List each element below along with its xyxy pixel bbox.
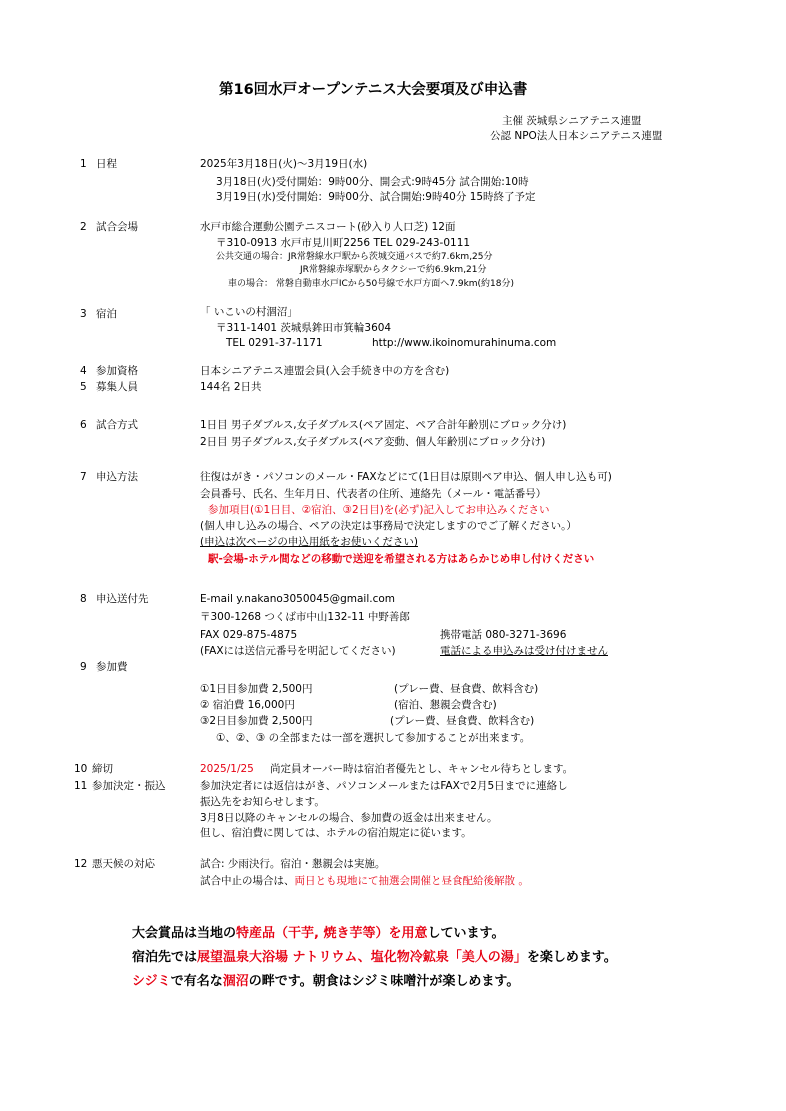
fee-day2-includes: (プレー費、昼食費、飲料含む) [390,715,535,727]
section-8-label: 申込送付先 [96,593,149,605]
venue-name: 水戸市総合運動公園テニスコート(砂入り人口芝) 12面 [200,221,456,233]
footer-prizes-suffix: しています。 [427,926,505,941]
schedule-day1: 3月18日(火)受付開始：9時00分、開会式:9時45分 試合開始:10時 [216,176,529,188]
weather-cancel-note [200,874,529,888]
fee-day1-includes: (プレー費、昼食費、飲料含む) [394,683,539,695]
section-3-number: 3 [80,308,87,320]
approval-org: 公認 NPO法人日本シニアテニス連盟 [490,130,663,142]
section-6-label: 試合方式 [96,419,138,431]
decision-notice: 参加決定者には返信はがき、パソコンメールまたはFAXで2月5日までに連絡し [200,780,568,792]
fee-selection-note: ①、②、③ の全部または一部を選択して参加することが出来ます。 [216,732,531,744]
weather-cancel-action: 両日とも現地にて抽選会開催と昼食配給後解散 。 [294,875,529,887]
fee-day2: ③2日目参加費 2,500円 [200,715,313,727]
section-5-number: 5 [80,381,87,393]
section-1-number: 1 [80,158,87,170]
page-title: 第16回水戸オープンテニス大会要項及び申込書 [219,82,528,98]
section-11-label: 参加決定・振込 [92,780,166,792]
apply-individual-note: (個人申し込みの場合、ペアの決定は事務局で決定しますのでご了解ください。） [200,520,577,532]
section-5-label: 募集人員 [96,381,138,393]
lodging-policy: 但し、宿泊費に関しては、ホテルの宿泊規定に従います。 [200,827,472,839]
contact-email[interactable]: E-mail y.nakano3050045@gmail.com [200,593,395,605]
section-12-number: 12 [74,858,88,870]
hotel-address: 〒311-1401 茨城県鉾田市箕輪3604 [216,322,392,334]
section-10-label: 締切 [92,763,113,775]
hotel-name: 「 いこいの村涸沼」 [200,306,298,318]
section-4-number: 4 [80,365,87,377]
footer-onsen [132,946,617,965]
fax-note: (FAXには送信元番号を明記してください) [200,645,396,657]
footer-shijimi-highlight: シジミ [132,974,171,989]
format-day1: 1日目 男子ダブルス,女子ダブルス(ペア固定、ペア合計年齢別にブロック分け) [200,419,567,431]
section-4-label: 参加資格 [96,365,138,377]
footer-prizes [132,922,504,941]
hotel-tel: TEL 0291-37-1171 [226,337,323,349]
footer-onsen-suffix: を楽しめます。 [526,950,617,965]
section-1-label: 日程 [96,158,117,170]
apply-form-note: (申込は次ページの申込用紙をお使いください) [200,536,418,548]
apply-transport-note: 駅-会場-ホテル間などの移動で送迎を希望される方はあらかじめ申し付けください [208,553,595,565]
venue-taxi: JR常磐線赤塚駅からタクシーで約6.9km,21分 [300,265,487,275]
section-10-number: 10 [74,763,88,775]
contact-fax: FAX 029-875-4875 [200,629,298,641]
schedule-day2: 3月19日(水)受付開始：9時00分、試合開始:9時40分 15時終了予定 [216,191,536,203]
fee-lodging-includes: (宿泊、懇親会費含む) [394,699,497,711]
payment-info: 振込先をお知らせします。 [200,796,325,808]
format-day2: 2日目 男子ダブルス,女子ダブルス(ペア変動、個人年齢別にブロック分け) [200,436,546,448]
section-7-number: 7 [80,471,87,483]
venue-address: 〒310-0913 水戸市見川町2256 TEL 029-243-0111 [216,237,471,249]
capacity: 144名 2日共 [200,381,262,393]
section-9-label: 参加費 [96,661,128,673]
cancel-policy: 3月8日以降のキャンセルの場合、参加費の返金は出来ません。 [200,812,498,824]
section-7-label: 申込方法 [96,471,138,483]
weather-policy: 試合: 少雨決行。宿泊・懇親会は実施。 [200,858,386,870]
footer-prizes-highlight: 特産品（干芋, 焼き芋等）を用意 [236,926,428,941]
section-11-number: 11 [74,780,88,792]
eligibility: 日本シニアテニス連盟会員(入会手続き中の方を含む) [200,365,450,377]
section-8-number: 8 [80,593,87,605]
host-org: 主催 茨城県シニアテニス連盟 [502,115,642,127]
section-9-number: 9 [80,661,87,673]
section-6-number: 6 [80,419,87,431]
venue-car: 車の場合： 常磐自動車水戸ICから50号線で水戸方面へ7.9km(約18分) [228,279,515,289]
section-3-label: 宿泊 [96,308,117,320]
footer-shijimi-text: で有名な [170,974,223,989]
footer-breakfast-text: の畔です。朝食はシジミ味噌汁が楽しめます。 [248,974,520,989]
no-phone-note: 電話による申込みは受け付けません [440,645,608,657]
contact-address: 〒300-1268 つくば市中山132-11 中野善郎 [200,611,410,623]
hotel-url[interactable]: http://www.ikoinomurahinuma.com [372,337,557,349]
contact-mobile: 携帯電話 080-3271-3696 [440,629,567,641]
section-12-label: 悪天候の対応 [92,858,155,870]
footer-onsen-prefix: 宿泊先では [132,950,198,965]
apply-items-note: 参加項目(①1日目、②宿泊、③2日目)を(必ず)記入してお申込みください [208,504,550,516]
section-2-label: 試合会場 [96,221,138,233]
apply-required-info: 会員番号、氏名、生年月日、代表者の住所、連絡先（メール・電話番号） [200,488,547,500]
footer-shijimi [132,970,519,989]
venue-public-transport: 公共交通の場合：JR常磐線水戸駅から茨城交通バスで約7.6km,25分 [216,252,493,262]
deadline-note: 尚定員オーバー時は宿泊者優先とし、キャンセル待ちとします。 [270,763,574,775]
fee-day1: ①1日目参加費 2,500円 [200,683,313,695]
fee-lodging: ② 宿泊費 16,000円 [200,699,295,711]
footer-prizes-prefix: 大会賞品は当地の [132,926,237,941]
footer-lake-highlight: 涸沼 [222,974,249,989]
section-2-number: 2 [80,221,87,233]
weather-cancel-prefix: 試合中止の場合は、 [200,875,295,887]
schedule-dates: 2025年3月18日(火)～3月19日(水) [200,158,368,170]
apply-method: 往復はがき・パソコンのメール・FAXなどにて(1日目は原則ペア申込、個人申し込も可) [200,471,612,483]
footer-onsen-highlight: 展望温泉大浴場 ナトリウム、塩化物冷鉱泉「美人の湯」 [197,950,527,965]
deadline-date: 2025/1/25 [200,763,254,775]
